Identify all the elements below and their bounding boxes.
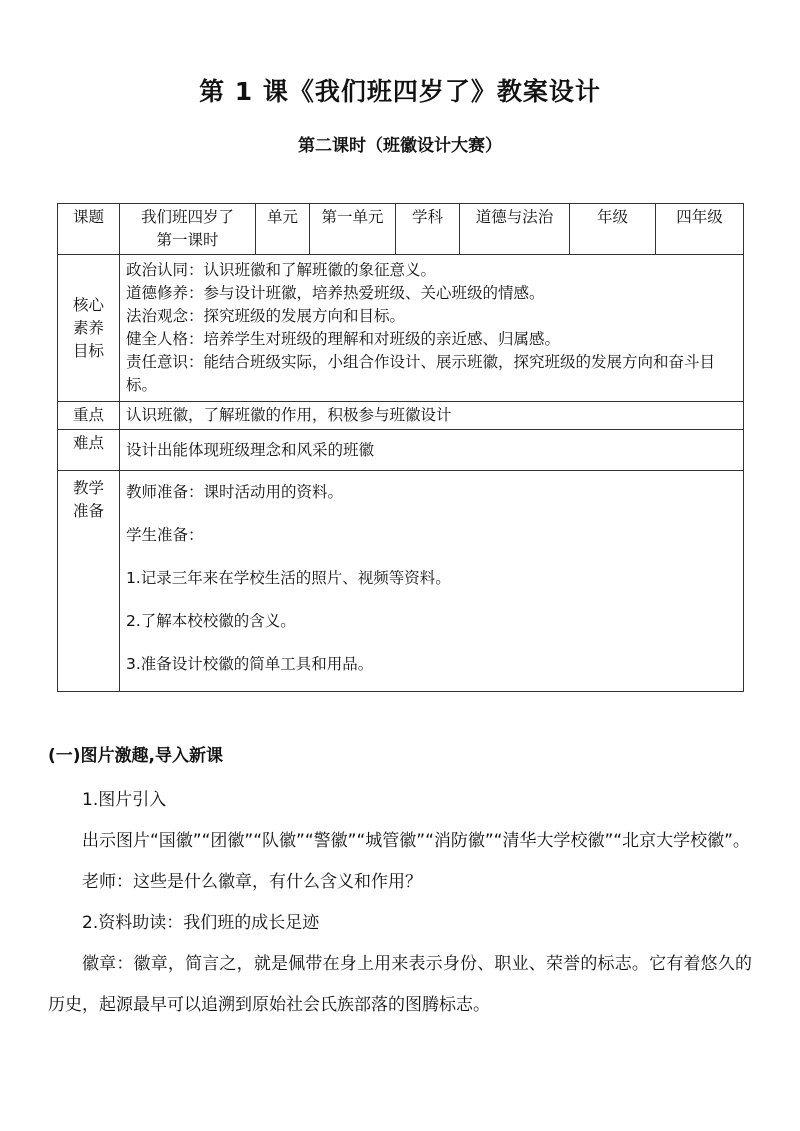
grade-value: 四年级 <box>656 204 744 255</box>
goal-political: 政治认同：认识班徽和了解班徽的象征意义。 <box>126 261 437 279</box>
key-point-row <box>58 402 744 430</box>
prep-item-3: 3.准备设计校徽的简单工具和用品。 <box>126 655 374 673</box>
difficulty-row <box>58 430 744 471</box>
goal-personality: 健全人格：培养学生对班级的理解和对班级的亲近感、归属感。 <box>126 330 561 348</box>
lesson-plan-table <box>57 203 744 692</box>
table-header-row <box>58 204 744 255</box>
difficulty-label: 难点 <box>58 430 120 471</box>
core-goals-row <box>58 255 744 402</box>
prep-content <box>120 471 744 692</box>
goal-responsibility: 责任意识：能结合班级实际，小组合作设计、展示班徽，探究班级的发展方向和奋斗目标。 <box>126 353 716 394</box>
paragraph-picture-intro: 1.图片引入 <box>82 790 167 810</box>
key-point-value: 认识班徽，了解班徽的作用，积极参与班徽设计 <box>120 402 744 430</box>
prep-teacher: 教师准备：课时活动用的资料。 <box>126 483 344 501</box>
topic-value <box>120 204 256 255</box>
core-goals-content <box>120 255 744 402</box>
unit-value: 第一单元 <box>310 204 396 255</box>
topic-line-2: 第一课时 <box>156 231 219 249</box>
prep-item-1: 1.记录三年来在学校生活的照片、视频等资料。 <box>126 569 451 587</box>
paragraph-show-pictures: 出示图片“国徽”“团徽”“队徽”“警徽”“城管徽”“消防徽”“清华大学校徽”“北京大学校徽”。 <box>82 831 750 851</box>
difficulty-value: 设计出能体现班级理念和风采的班徽 <box>120 430 744 471</box>
subject-label: 学科 <box>396 204 460 255</box>
prep-item-2: 2.了解本校校徽的含义。 <box>126 612 296 630</box>
paragraph-badge-definition: 徽章：徽章，简言之，就是佩带在身上用来表示身份、职业、荣誉的标志。它有着悠久的历史，起源最早可以追溯到原始社会氏族部落的图腾标志。 <box>48 954 752 1015</box>
prep-label: 教学 准备 <box>58 471 120 692</box>
page-title: 第 1 课《我们班四岁了》教案设计 <box>199 77 601 106</box>
section-heading: (一)图片激趣,导入新课 <box>48 746 223 766</box>
goal-law: 法治观念：探究班级的发展方向和目标。 <box>126 307 406 325</box>
topic-label: 课题 <box>58 204 120 255</box>
subject-value: 道德与法治 <box>460 204 570 255</box>
unit-label: 单元 <box>256 204 310 255</box>
prep-row <box>58 471 744 692</box>
paragraph-teacher-question: 老师：这些是什么徽章，有什么含义和作用？ <box>82 872 422 892</box>
topic-line-1: 我们班四岁了 <box>140 208 234 226</box>
page-subtitle: 第二课时（班徽设计大赛） <box>298 136 502 156</box>
goal-moral: 道德修养：参与设计班徽，培养热爱班级、关心班级的情感。 <box>126 284 545 302</box>
prep-student: 学生准备： <box>126 526 204 544</box>
paragraph-reading-aid: 2.资料助读：我们班的成长足迹 <box>82 913 320 933</box>
grade-label: 年级 <box>570 204 656 255</box>
section-body <box>48 780 752 1026</box>
core-goals-label: 核心 素养 目标 <box>58 255 120 402</box>
key-point-label: 重点 <box>58 402 120 430</box>
